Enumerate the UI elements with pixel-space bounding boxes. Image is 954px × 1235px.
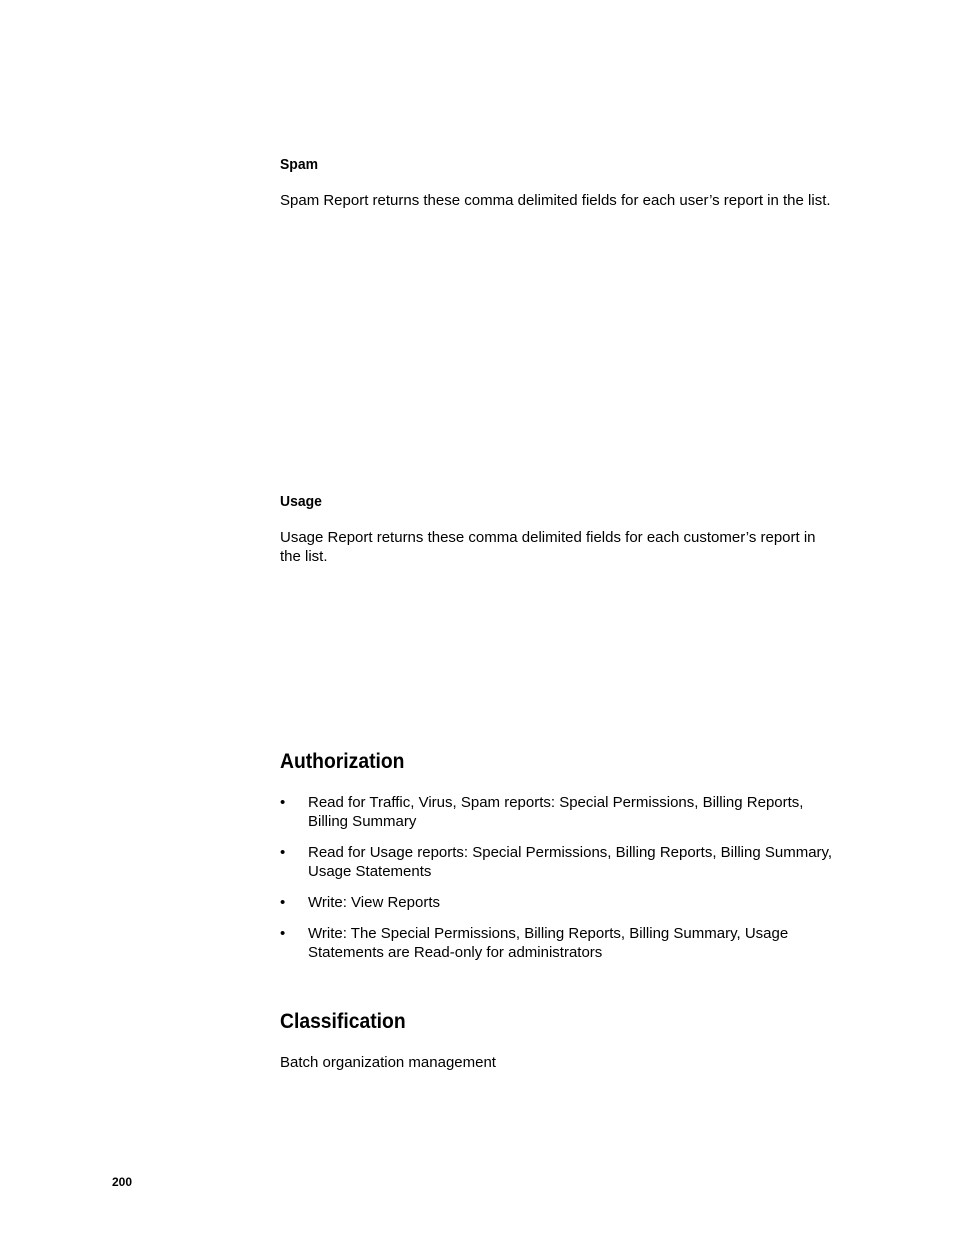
list-item-text: Write: View Reports: [308, 894, 440, 911]
spam-description: Spam Report returns these comma delimited fields for each user’s report in the list.: [280, 192, 831, 209]
list-item-text: Read for Traffic, Virus, Spam reports: Special Permissions, Billing Reports, Billing Summary: [308, 794, 804, 830]
usage-description: Usage Report returns these comma delimited fields for each customer’s report in the list.: [280, 529, 816, 565]
list-item-text: Read for Usage reports: Special Permissions, Billing Reports, Billing Summary, Usage Statements: [308, 844, 833, 880]
list-item: [280, 924, 840, 962]
list-item: [280, 893, 840, 912]
list-item: [280, 843, 840, 881]
usage-heading: Usage: [280, 493, 322, 510]
spam-heading: Spam: [280, 156, 318, 173]
bullet-icon: •: [280, 844, 286, 861]
authorization-list: [280, 793, 840, 974]
authorization-heading: Authorization: [280, 750, 405, 773]
bullet-icon: •: [280, 794, 286, 811]
list-item-text: Write: The Special Permissions, Billing Reports, Billing Summary, Usage Statements are Read-only for administrators: [308, 925, 789, 961]
bullet-icon: •: [280, 894, 286, 911]
classification-description: Batch organization management: [280, 1054, 496, 1071]
classification-heading: Classification: [280, 1010, 406, 1033]
page-number: 200: [112, 1175, 133, 1189]
list-item: [280, 793, 840, 831]
bullet-icon: •: [280, 925, 286, 942]
